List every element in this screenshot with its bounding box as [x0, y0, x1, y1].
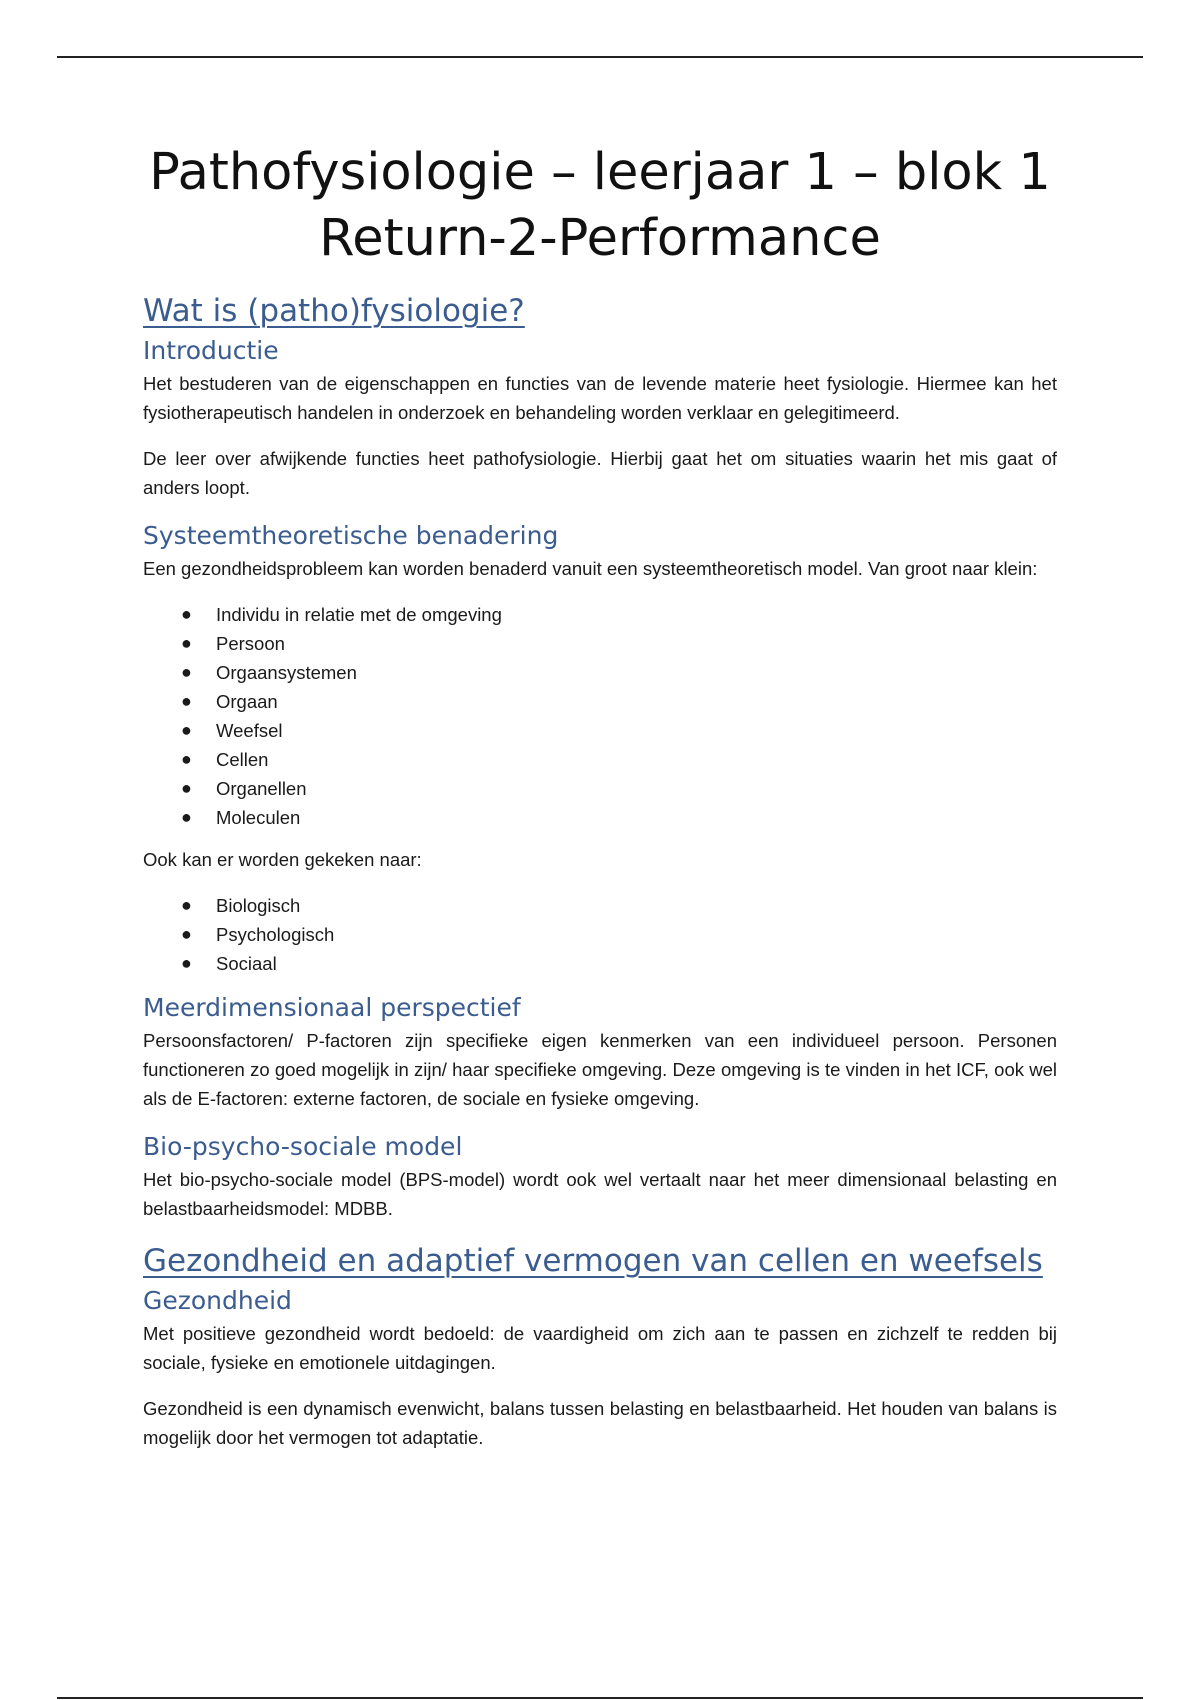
subsection-heading-meerdimensionaal: Meerdimensionaal perspectief: [143, 993, 521, 1022]
document-title: Pathofysiologie – leerjaar 1 – blok 1 Return-2-Performance: [149, 143, 1051, 268]
list-item-label: Moleculen: [216, 807, 301, 828]
subsection-heading-bps-model: Bio-psycho-sociale model: [143, 1132, 463, 1161]
bullet-icon: ●: [181, 895, 192, 915]
paragraph: Het bestuderen van de eigenschappen en functies van de levende materie heet fysiologie. Hiermee kan het fysiotherapeutisch handelen in onderzoek en behandeling worden verklaar en gelegitimeerd.: [143, 373, 1057, 423]
paragraph: Persoonsfactoren/ P-factoren zijn specifieke eigen kenmerken van een individueel persoon. Personen functioneren zo goed mogelijk in zijn/ haar specifieke omgeving. Deze omgeving is te vinden in het ICF, ook wel als de E-factoren: externe factoren, de sociale en fysieke omgeving.: [143, 1030, 1057, 1109]
list-item-label: Sociaal: [216, 953, 277, 974]
bullet-icon: ●: [181, 778, 192, 798]
section-heading-gezondheid: Gezondheid en adaptief vermogen van cellen en weefsels: [143, 1243, 1043, 1279]
paragraph: Een gezondheidsprobleem kan worden benaderd vanuit een systeemtheoretisch model. Van groot naar klein:: [143, 558, 1038, 579]
list-item: [143, 716, 1057, 745]
section-heading-pathofysiologie: Wat is (patho)fysiologie?: [143, 293, 525, 329]
bullet-icon: ●: [181, 691, 192, 711]
bullet-icon: ●: [181, 720, 192, 740]
list-item: [143, 629, 1057, 658]
list-item: [143, 600, 1057, 629]
bullet-icon: ●: [181, 953, 192, 973]
bullet-icon: ●: [181, 749, 192, 769]
list-item-label: Orgaansystemen: [216, 662, 357, 683]
levels-list: [143, 600, 1057, 832]
bullet-icon: ●: [181, 604, 192, 624]
footer-rule: [57, 1697, 1143, 1699]
list-item: [143, 687, 1057, 716]
paragraph: Gezondheid is een dynamisch evenwicht, balans tussen belasting en belastbaarheid. Het houden van balans is mogelijk door het vermogen tot adaptatie.: [143, 1398, 1057, 1448]
paragraph: De leer over afwijkende functies heet pathofysiologie. Hierbij gaat het om situaties waarin het mis gaat of anders loopt.: [143, 448, 1057, 498]
list-item-label: Psychologisch: [216, 924, 335, 945]
perspectives-list: [143, 891, 1057, 978]
bullet-icon: ●: [181, 807, 192, 827]
subsection-heading-introductie: Introductie: [143, 336, 279, 365]
list-item: [143, 774, 1057, 803]
bullet-icon: ●: [181, 924, 192, 944]
bullet-icon: ●: [181, 662, 192, 682]
list-item-label: Individu in relatie met de omgeving: [216, 604, 502, 625]
list-item: [143, 949, 1057, 978]
list-item-label: Organellen: [216, 778, 307, 799]
header-rule: [57, 56, 1143, 58]
list-item-label: Biologisch: [216, 895, 301, 916]
list-item-label: Orgaan: [216, 691, 278, 712]
paragraph: Met positieve gezondheid wordt bedoeld: de vaardigheid om zich aan te passen en zichzelf te redden bij sociale, fysieke en emotionele uitdagingen.: [143, 1323, 1057, 1373]
subsection-heading-gezondheid: Gezondheid: [143, 1286, 292, 1315]
bullet-icon: ●: [181, 633, 192, 653]
document-body: [143, 140, 1057, 1469]
subsection-heading-systeemtheoretisch: Systeemtheoretische benadering: [143, 521, 559, 550]
list-item-label: Cellen: [216, 749, 269, 770]
list-item-label: Persoon: [216, 633, 285, 654]
list-item: [143, 745, 1057, 774]
list-item: [143, 803, 1057, 832]
list-item: [143, 658, 1057, 687]
paragraph: Ook kan er worden gekeken naar:: [143, 849, 422, 870]
list-item: [143, 891, 1057, 920]
list-item: [143, 920, 1057, 949]
paragraph: Het bio-psycho-sociale model (BPS-model) wordt ook wel vertaalt naar het meer dimensionaal belasting en belastbaarheidsmodel: MDBB.: [143, 1169, 1057, 1219]
list-item-label: Weefsel: [216, 720, 283, 741]
